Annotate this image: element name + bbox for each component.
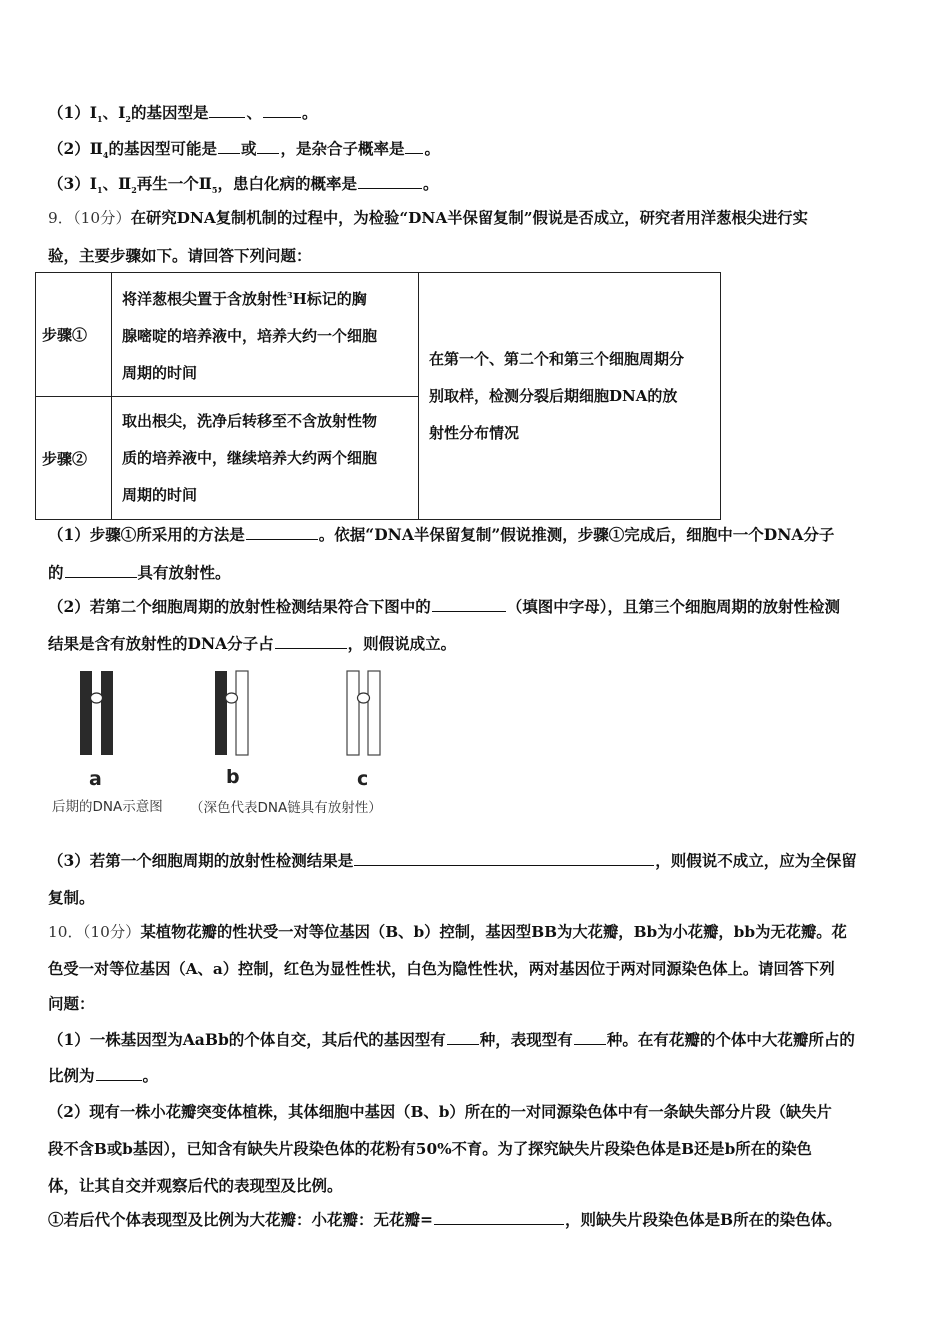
q8-part3: $(3)Ⅰ_1$、$Ⅱ_2$再生一个$Ⅱ_5$，患白化病的概率是 。	[48, 174, 439, 196]
q10-stem-line3: 问题：	[48, 994, 95, 1013]
answer-blank[interactable]	[354, 851, 654, 866]
q9-part3-line2: 复制。	[48, 888, 95, 907]
q10-stem-line1: 10．（10分）某植物花瓣的性状受一对等位基因（B、b）控制，基因型BB为大花瓣，Bb为小花瓣，bb为无花瓣。花	[48, 923, 847, 941]
step2-label: 步骤②	[36, 397, 112, 520]
answer-blank[interactable]	[263, 103, 301, 118]
answer-blank[interactable]	[574, 1030, 606, 1045]
step1-content: 将洋葱根尖置于含放射性$^3$H标记的胸 腺嘧啶的培养液中，培养大约一个细胞 周期的时间	[112, 273, 419, 397]
answer-blank[interactable]	[218, 139, 240, 154]
answer-blank[interactable]	[432, 597, 506, 612]
dna-c	[347, 671, 380, 755]
q9-stem-line1: 9．（10分）在研究DNA复制机制的过程中，为检验“DNA半保留复制”假说是否成立，研究者用洋葱根尖进行实	[48, 209, 808, 227]
answer-blank[interactable]	[96, 1066, 142, 1081]
q9-stem-line2: 验，主要步骤如下。请回答下列问题：	[48, 246, 312, 265]
q9-part3-line1: （3）若第一个细胞周期的放射性检测结果是 ，则假说不成立，应为全保留	[48, 851, 857, 870]
answer-blank[interactable]	[209, 103, 245, 118]
q8-part2: $(2)Ⅱ_4$的基因型可能是 或 ，是杂合子概率是 。	[48, 139, 440, 161]
answer-blank[interactable]	[358, 174, 422, 189]
answer-blank[interactable]	[434, 1210, 564, 1225]
figure-label-b: b	[226, 766, 240, 788]
q10-part1-line1: （1）一株基因型为AaBb的个体自交，其后代的基因型有 种，表现型有 种。在有花瓣的个体中大花瓣所占的	[48, 1030, 855, 1049]
q10-part3: ①若后代个体表现型及比例为大花瓣：小花瓣：无花瓣= ，则缺失片段染色体是B所在的染色体。	[48, 1210, 842, 1229]
answer-blank[interactable]	[447, 1030, 479, 1045]
q9-part1-line2: 的 具有放射性。	[48, 563, 231, 582]
q8-part1: $(1)Ⅰ_1$、$Ⅰ_2$的基因型是 、 。	[48, 103, 318, 125]
figure-label-c: c	[357, 768, 369, 790]
q9-part1-line1: （1）步骤①所采用的方法是 。依据“DNA半保留复制”假说推测，步骤①完成后，细胞中一个DNA分子	[48, 525, 835, 544]
answer-blank[interactable]	[65, 563, 137, 578]
dna-figure	[70, 668, 390, 768]
answer-blank[interactable]	[257, 139, 279, 154]
q9-part2-line1: （2）若第二个细胞周期的放射性检测结果符合下图中的 （填图中字母），且第三个细胞周期的放射性检测	[48, 597, 841, 616]
figure-label-a: a	[89, 768, 102, 790]
q9-part2-line2: 结果是含有放射性的DNA分子占 ，则假说成立。	[48, 634, 457, 653]
q10-part1-line2: 比例为 。	[48, 1066, 159, 1085]
detection-content: 在第一个、第二个和第三个细胞周期分 别取样，检测分裂后期细胞DNA的放 射性分布情况	[419, 273, 721, 520]
q10-part2-line2: 段不含B或b基因），已知含有缺失片段染色体的花粉有50%不育。为了探究缺失片段染色体是B还是b所在的染色	[48, 1140, 812, 1158]
step2-content: 取出根尖，洗净后转移至不含放射性物 质的培养液中，继续培养大约两个细胞 周期的时间	[112, 397, 419, 520]
figure-caption-right: （深色代表DNA链具有放射性）	[190, 800, 382, 816]
dna-b	[215, 671, 248, 755]
q10-part2-line3: 体，让其自交并观察后代的表现型及比例。	[48, 1176, 343, 1195]
q10-part2-line1: （2）现有一株小花瓣突变体植株，其体细胞中基因（B、b）所在的一对同源染色体中有一条缺失部分片段（缺失片	[48, 1103, 832, 1121]
dna-a	[80, 671, 113, 755]
steps-table	[35, 272, 721, 520]
q10-stem-line2: 色受一对等位基因（A、a）控制，红色为显性性状，白色为隐性性状，两对基因位于两对同源染色体上。请回答下列	[48, 960, 835, 978]
figure-caption-left: 后期的DNA示意图	[52, 799, 163, 815]
step1-label: 步骤①	[36, 273, 112, 397]
answer-blank[interactable]	[405, 139, 423, 154]
answer-blank[interactable]	[275, 634, 347, 649]
answer-blank[interactable]	[246, 525, 318, 540]
